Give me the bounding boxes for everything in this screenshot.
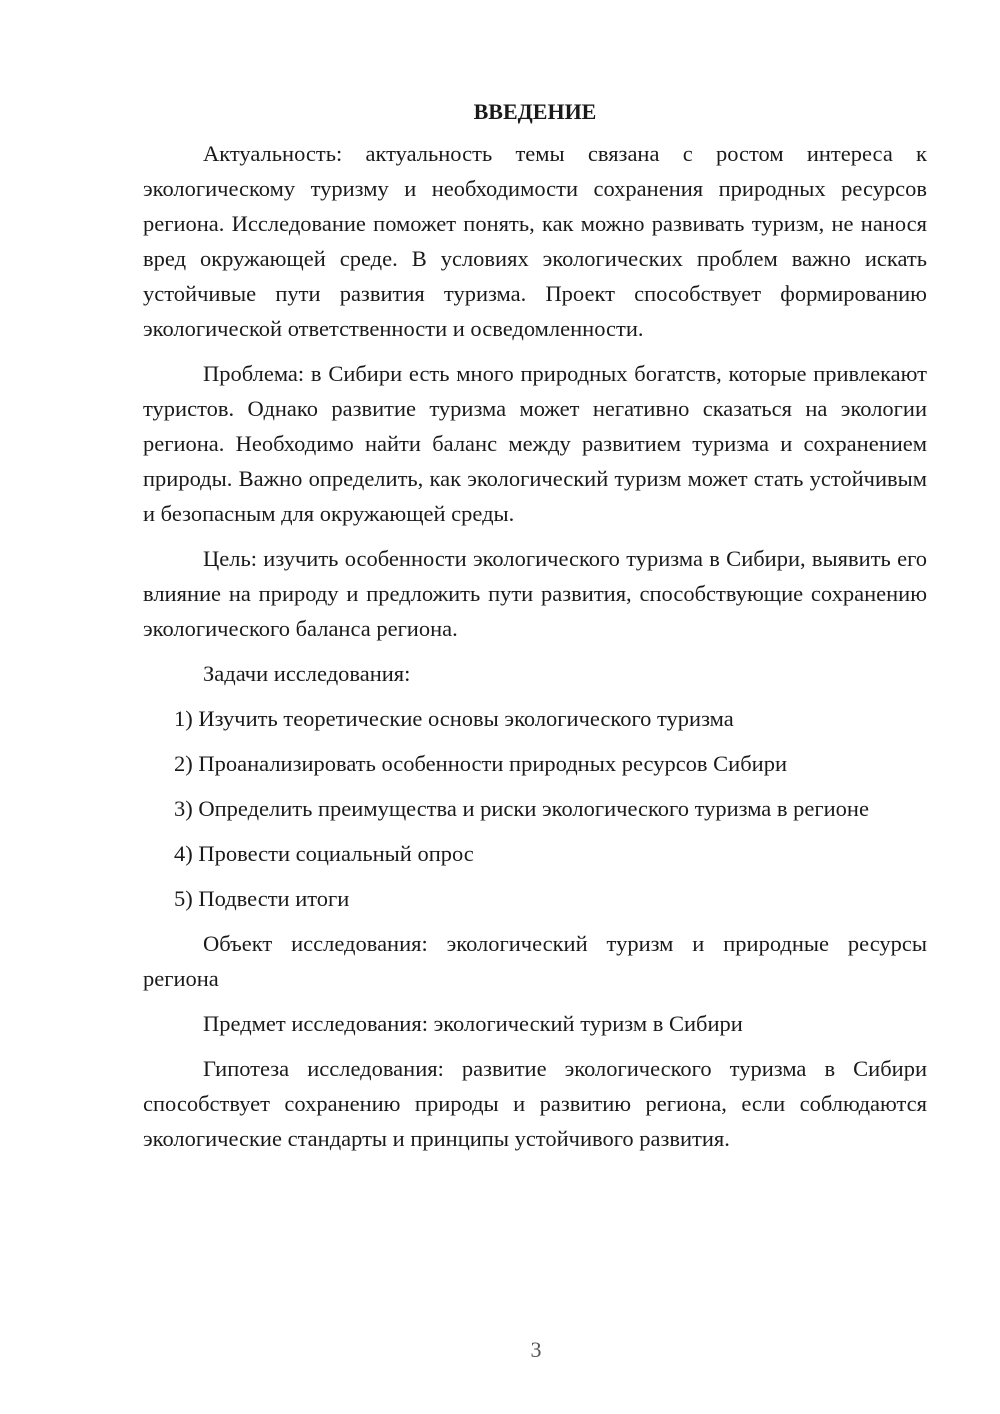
task-item: 4) Провести социальный опрос [174,841,474,866]
task-item: 5) Подвести итоги [174,886,350,911]
goal-paragraph: Цель: изучить особенности экологического туризма в Сибири, выявить его влияние на природу и предложить пути развития, способствующие сохранению экологического баланса региона. [143,546,927,641]
task-item: 1) Изучить теоретические основы экологического туризма [174,706,734,731]
hypothesis-paragraph: Гипотеза исследования: развитие экологического туризма в Сибири способствует сохранению природы и развитию региона, если соблюдаются экологические стандарты и принципы устойчивого развития. [143,1056,927,1151]
document-body [143,94,927,1166]
page-number: 3 [530,1337,542,1362]
subject-paragraph: Предмет исследования: экологический туризм в Сибири [203,1011,743,1036]
problem-paragraph: Проблема: в Сибири есть много природных богатств, которые привлекают туристов. Однако развитие туризма может негативно сказаться на экологии региона. Необходимо найти баланс между развитием туризма и сохранением природы. Важно определить, как экологический туризм может стать устойчивым и безопасным для окружающей среды. [143,361,927,526]
section-heading: ВВЕДЕНИЕ [473,99,597,124]
tasks-title: Задачи исследования: [203,661,411,686]
task-item: 3) Определить преимущества и риски экологического туризма в регионе [174,796,869,821]
object-paragraph: Объект исследования: экологический туризм и природные ресурсы региона [143,931,927,991]
task-item: 2) Проанализировать особенности природных ресурсов Сибири [174,751,788,776]
relevance-paragraph: Актуальность: актуальность темы связана с ростом интереса к экологическому туризму и необходимости сохранения природных ресурсов региона. Исследование поможет понять, как можно развивать туризм, не нанося вред окружающей среде. В условиях экологических проблем важно искать устойчивые пути развития туризма. Проект способствует формированию экологической ответственности и осведомленности. [143,141,927,341]
